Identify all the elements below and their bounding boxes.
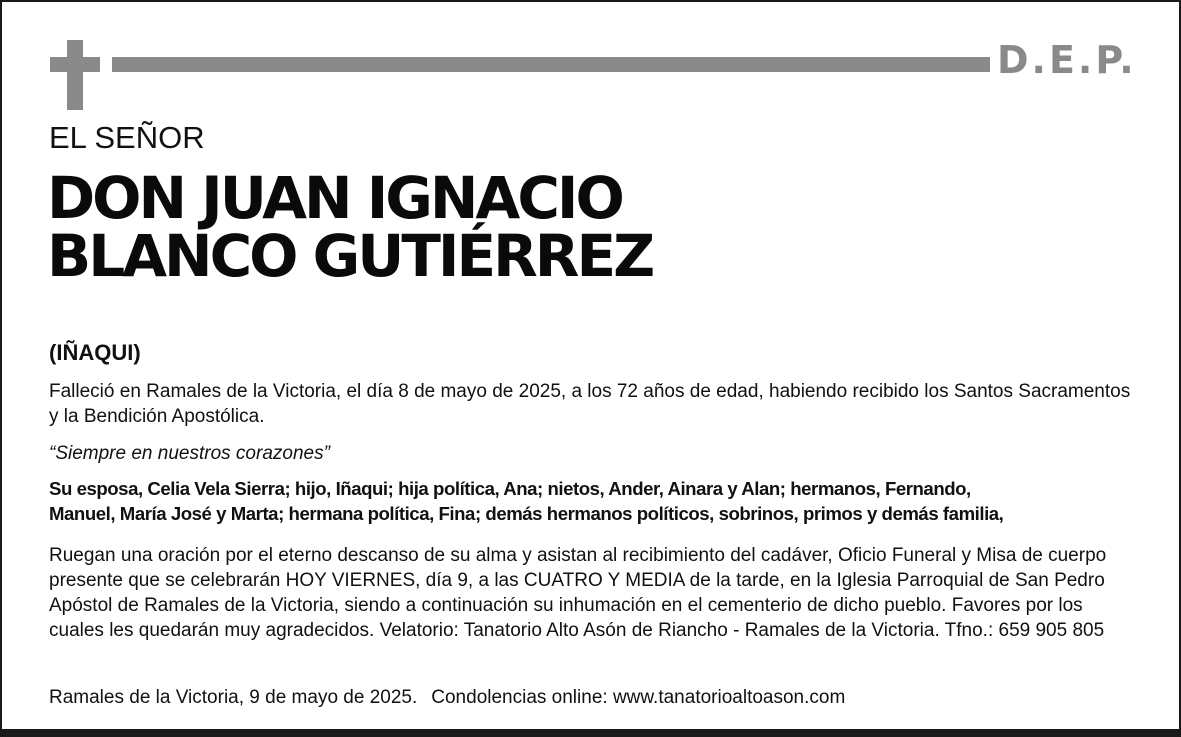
honorific: EL SEÑOR [49, 120, 205, 155]
prayer-request: Ruegan una oración por el eterno descanso de su alma y asistan al recibimiento del cadáver, Oficio Funeral y Misa de cuerpo presente que se celebrarán HOY VIERNES, día 9, a las CUATRO Y MEDIA de la tarde, en la Iglesia Parroquial de San Pedro Apóstol de Ramales de la Victoria, siendo a continuación su inhumación en el cementerio de dicho pueblo. Favores por los cuales les quedarán muy agradecidos. Velatorio: Tanatorio Alto Asón de Riancho - Ramales de la Victoria. Tfno.: 659 905 805 [49, 545, 1107, 641]
death-notice: Falleció en Ramales de la Victoria, el día 8 de mayo de 2025, a los 72 años de edad, habiendo recibido los Santos Sacramentos y la Bendición Apostólica. [49, 381, 1131, 427]
condolences-link: Condolencias online: www.tanatorioaltoason.com [431, 687, 846, 708]
family-line1: Su esposa, Celia Vela Sierra; hijo, Iñaqui; hija política, Ana; nietos, Ander, Ainara y Alan; hermanos, Fernando, [49, 478, 971, 499]
deceased-name-line1: DON JUAN IGNACIO [47, 164, 622, 232]
deceased-name-line2: BLANCO GUTIÉRREZ [47, 222, 653, 290]
footer [49, 685, 1139, 710]
family-list [49, 476, 1139, 526]
deceased-name [47, 164, 653, 290]
memorial-quote: “Siempre en nuestros corazones” [49, 443, 330, 464]
header-rule [112, 57, 990, 72]
family-line2: Manuel, María José y Marta; hermana política, Fina; demás hermanos políticos, sobrinos, primos y demás familia, [49, 503, 1004, 524]
latin-cross-icon [50, 40, 100, 110]
dep-label: D.E.P. [997, 38, 1137, 82]
footer-place-date: Ramales de la Victoria, 9 de mayo de 2025. [49, 687, 418, 708]
nickname: (IÑAQUI) [49, 340, 141, 365]
